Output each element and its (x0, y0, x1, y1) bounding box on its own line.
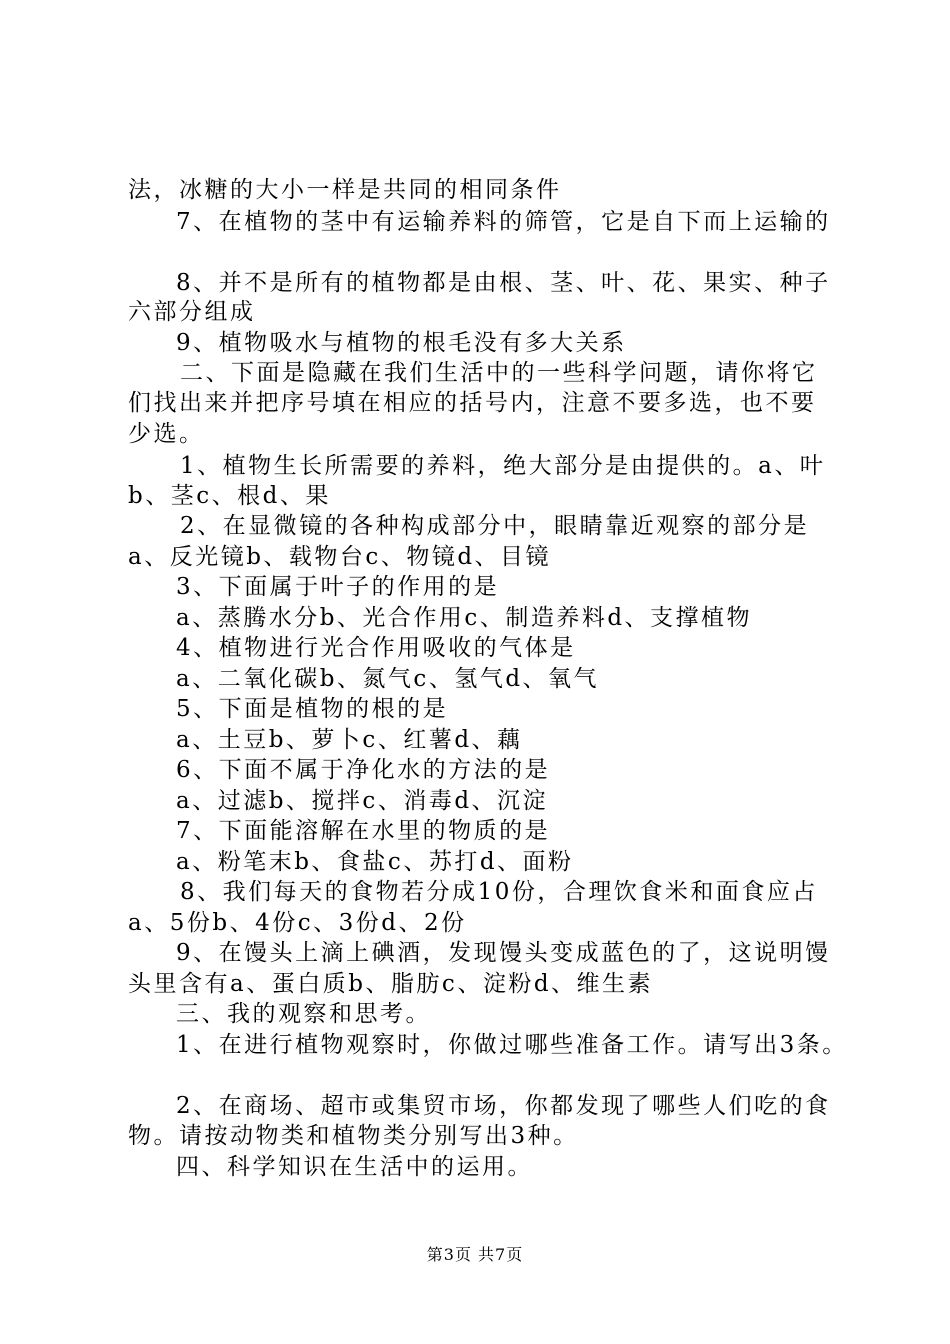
text-line: 7、下面能溶解在水里的物质的是 (176, 818, 551, 844)
text-line: 二、下面是隐藏在我们生活中的一些科学问题，请你将它 (180, 360, 818, 386)
text-line: 7、在植物的茎中有运输养料的筛管，它是自下而上运输的 (176, 209, 831, 235)
text-line: a、过滤b、搅拌c、消毒d、沉淀 (176, 788, 549, 814)
text-line: 2、在显微镜的各种构成部分中，眼睛靠近观察的部分是 (180, 513, 810, 539)
text-line: 5、下面是植物的根的是 (176, 696, 449, 722)
text-line: 4、植物进行光合作用吸收的气体是 (176, 635, 576, 661)
text-line: b、茎c、根d、果 (128, 483, 331, 509)
text-line: 8、我们每天的食物若分成10份，合理饮食米和面食应占 (180, 879, 818, 905)
text-line: 法，冰糖的大小一样是共同的相同条件 (128, 177, 562, 203)
text-line: a、蒸腾水分b、光合作用c、制造养料d、支撑植物 (176, 605, 753, 631)
text-line: 1、在进行植物观察时，你做过哪些准备工作。请写出3条。 (176, 1032, 848, 1058)
text-line: a、反光镜b、载物台c、物镜d、目镜 (128, 544, 552, 570)
text-line: a、土豆b、萝卜c、红薯d、藕 (176, 727, 523, 753)
text-line: 头里含有a、蛋白质b、脂肪c、淀粉d、维生素 (128, 971, 654, 997)
text-line: a、5份b、4份c、3份d、2份 (128, 910, 467, 936)
text-line: 三、我的观察和思考。 (176, 1001, 431, 1027)
text-line: 9、植物吸水与植物的根毛没有多大关系 (176, 330, 627, 356)
text-line: 3、下面属于叶子的作用的是 (176, 574, 500, 600)
text-line: a、二氧化碳b、氮气c、氢气d、氧气 (176, 666, 600, 692)
text-line: 6、下面不属于净化水的方法的是 (176, 757, 551, 783)
text-line: 四、科学知识在生活中的运用。 (176, 1154, 533, 1180)
text-line: 少选。 (128, 421, 205, 447)
text-line: 物。请按动物类和植物类分别写出3种。 (128, 1123, 579, 1149)
text-line: 9、在馒头上滴上碘酒，发现馒头变成蓝色的了，这说明馒 (176, 940, 831, 966)
text-line: 1、植物生长所需要的养料，绝大部分是由提供的。a、叶 (180, 453, 826, 479)
text-line: 2、在商场、超市或集贸市场，你都发现了哪些人们吃的食 (176, 1093, 831, 1119)
text-line: 六部分组成 (128, 299, 256, 325)
text-line: a、粉笔末b、食盐c、苏打d、面粉 (176, 849, 574, 875)
page-number: 第3页 共7页 (426, 1245, 524, 1264)
text-line: 们找出来并把序号填在相应的括号内，注意不要多选，也不要 (128, 390, 817, 416)
text-line: 8、并不是所有的植物都是由根、茎、叶、花、果实、种子 (176, 270, 831, 296)
